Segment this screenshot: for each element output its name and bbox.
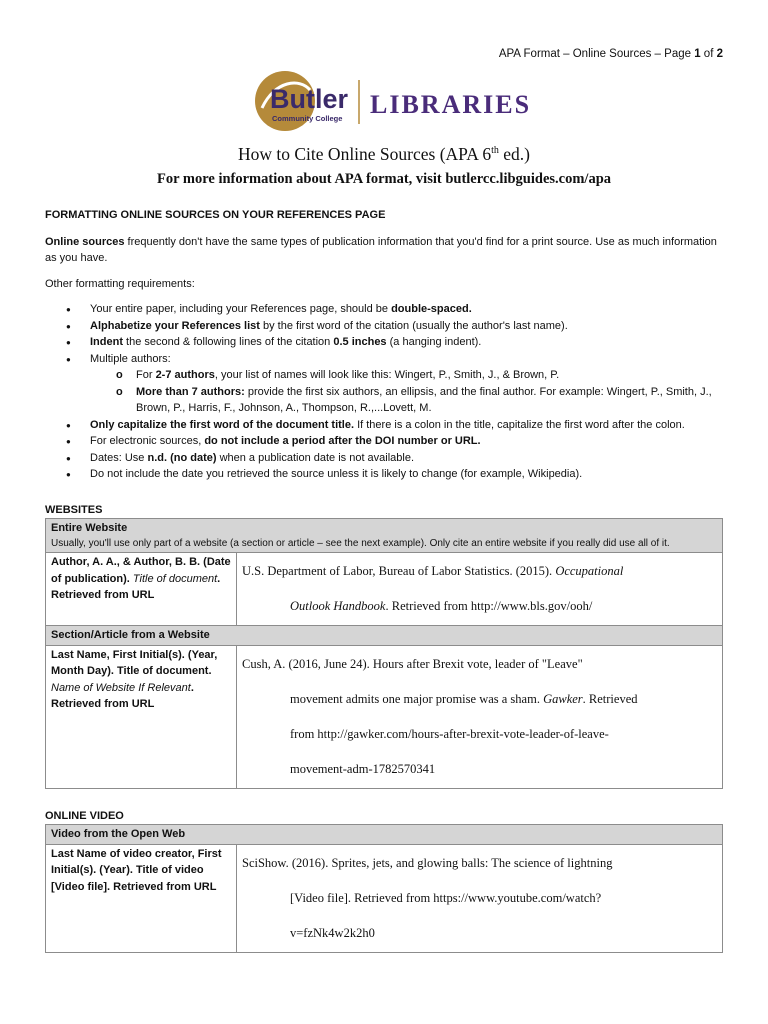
formatting-heading: FORMATTING ONLINE SOURCES ON YOUR REFERENCES PAGE — [45, 209, 386, 221]
logo-cc-text: Community College — [272, 114, 343, 123]
page-total: 2 — [716, 48, 723, 60]
header-of: of — [700, 48, 717, 60]
other-requirements: Other formatting requirements: — [45, 277, 195, 290]
format-italic: Title of document — [132, 572, 218, 585]
example-text: movement admits one major promise was a sham. — [290, 691, 544, 706]
logo-butler-text: Butler — [270, 84, 349, 114]
item-text: Your entire paper, including your References page, should be — [90, 303, 392, 315]
example-italic: Outlook Handbook — [290, 599, 386, 613]
item-text: For — [136, 369, 156, 381]
requirements-list — [45, 301, 725, 483]
format-text: Last Name of video creator, First Initial(s). (Year). Title of video [Video file]. Retrieved from URL — [51, 847, 222, 893]
item-text: Do not include the date you retrieved the source unless it is likely to change (for example, Wikipedia). — [90, 468, 583, 480]
format-cell — [46, 553, 237, 626]
format-text: Author, A. A., & Author, B. B. (Date of publication). — [51, 556, 231, 585]
item-bold: Alphabetize your References list — [90, 319, 260, 332]
item-text: provide the first six authors, an ellipsis, and the final author. For example: Wingert, P., Smith, J., Brown, P., Harris, F., Johnson, A., Thompson, R.,...Lovett, M. — [136, 385, 712, 414]
list-item — [90, 466, 725, 483]
format-italic: Name of Website If Relevant — [51, 681, 191, 694]
list-item — [90, 450, 725, 467]
title-end: ed.) — [498, 144, 530, 164]
list-item — [90, 351, 725, 417]
page-header — [499, 48, 723, 60]
format-cell — [46, 844, 237, 952]
table-section-cell — [46, 519, 723, 553]
sub-list — [90, 367, 725, 417]
list-item — [90, 334, 725, 351]
example-text: . Retrieved — [582, 691, 638, 706]
item-text: by the first word of the citation (usually the author's last name). — [259, 319, 568, 332]
page-title — [0, 144, 768, 165]
example-line: movement-adm-1782570341 — [290, 761, 436, 776]
example-italic: Gawker — [543, 691, 583, 706]
example-italic: Occupational — [555, 564, 624, 578]
websites-table — [45, 518, 723, 789]
table-section-row — [46, 825, 723, 845]
sub-list-item — [136, 384, 725, 417]
butler-libraries-logo — [0, 70, 768, 132]
header-text: APA Format – Online Sources – Page — [498, 48, 695, 60]
item-text: the second & following lines of the citation — [123, 336, 334, 348]
websites-heading: WEBSITES — [45, 503, 103, 516]
table-row — [46, 553, 723, 626]
example-line: from http://gawker.com/hours-after-brexit-vote-leader-of-leave- — [290, 726, 609, 741]
example-cell — [237, 553, 723, 626]
example-cell — [237, 645, 723, 788]
table-section-cell — [46, 626, 723, 646]
table-section-row — [46, 519, 723, 553]
item-text: If there is a colon in the title, capitalize the first word after the colon. — [354, 418, 685, 431]
list-item — [90, 301, 725, 318]
main-content — [45, 207, 725, 953]
item-bold: More than 7 authors: — [136, 385, 245, 398]
format-text: . Retrieved from URL — [51, 572, 221, 601]
intro-paragraph — [45, 234, 725, 267]
intro-bold: Online sources — [45, 235, 125, 248]
section-title: Section/Article from a Website — [51, 629, 210, 641]
logo-libraries-text: LIBRARIES — [370, 90, 532, 119]
page-number: 1 — [694, 48, 701, 60]
title-sup: th — [491, 145, 499, 157]
page-subtitle: For more information about APA format, visit butlercc.libguides.com/apa — [156, 171, 612, 187]
example-text: SciShow. (2016). Sprites, jets, and glowing balls: The science of lightning — [242, 855, 613, 870]
item-bold: 0.5 inches — [333, 336, 387, 348]
item-text: , your list of names will look like this: Wingert, P., Smith, J., & Brown, P. — [214, 369, 560, 381]
item-bold: do not include a period after the DOI number or URL. — [204, 435, 481, 447]
section-desc: Usually, you'll use only part of a website (a section or article – see the next example). Only cite an entire website if you really did use all of it. — [51, 537, 670, 549]
video-table — [45, 824, 723, 953]
format-text: . Retrieved from URL — [51, 681, 194, 710]
section-title: Entire Website — [51, 522, 128, 534]
list-item — [90, 417, 725, 434]
sub-list-item — [136, 367, 725, 384]
table-row — [46, 844, 723, 952]
item-bold: Only capitalize the first word of the document title. — [90, 418, 355, 431]
format-text: Last Name, First Initial(s). (Year, Month Day). Title of document. — [51, 648, 218, 677]
table-section-cell — [46, 825, 723, 845]
item-bold: n.d. (no date) — [147, 451, 217, 464]
item-bold: double-spaced. — [391, 303, 472, 315]
item-bold: Indent — [90, 336, 123, 348]
table-section-row — [46, 626, 723, 646]
example-line: [Video file]. Retrieved from https://www.youtube.com/watch? — [290, 890, 602, 905]
video-heading: ONLINE VIDEO — [45, 809, 124, 822]
example-line — [242, 599, 592, 613]
table-row — [46, 645, 723, 788]
item-bold: 2-7 authors — [155, 369, 215, 381]
item-text: For electronic sources, — [90, 435, 205, 447]
format-cell — [46, 645, 237, 788]
item-text: Dates: Use — [90, 451, 148, 464]
section-title: Video from the Open Web — [51, 828, 186, 840]
list-item — [90, 318, 725, 335]
intro-rest: frequently don't have the same types of publication information that you'd find for a print source. Use as much information as you have. — [45, 235, 717, 264]
item-text: (a hanging indent). — [386, 336, 482, 348]
example-cell — [237, 844, 723, 952]
example-text: . Retrieved from http://www.bls.gov/ooh/ — [385, 599, 593, 613]
example-text: Cush, A. (2016, June 24). Hours after Brexit vote, leader of "Leave" — [242, 656, 583, 671]
example-text: U.S. Department of Labor, Bureau of Labor Statistics. (2015). — [242, 564, 556, 578]
item-text: Multiple authors: — [90, 352, 171, 365]
list-item — [90, 433, 725, 450]
example-line: v=fzNk4w2k2h0 — [290, 925, 375, 940]
title-main: How to Cite Online Sources (APA 6 — [238, 144, 492, 164]
item-text: when a publication date is not available. — [216, 451, 415, 464]
example-line — [242, 692, 638, 706]
